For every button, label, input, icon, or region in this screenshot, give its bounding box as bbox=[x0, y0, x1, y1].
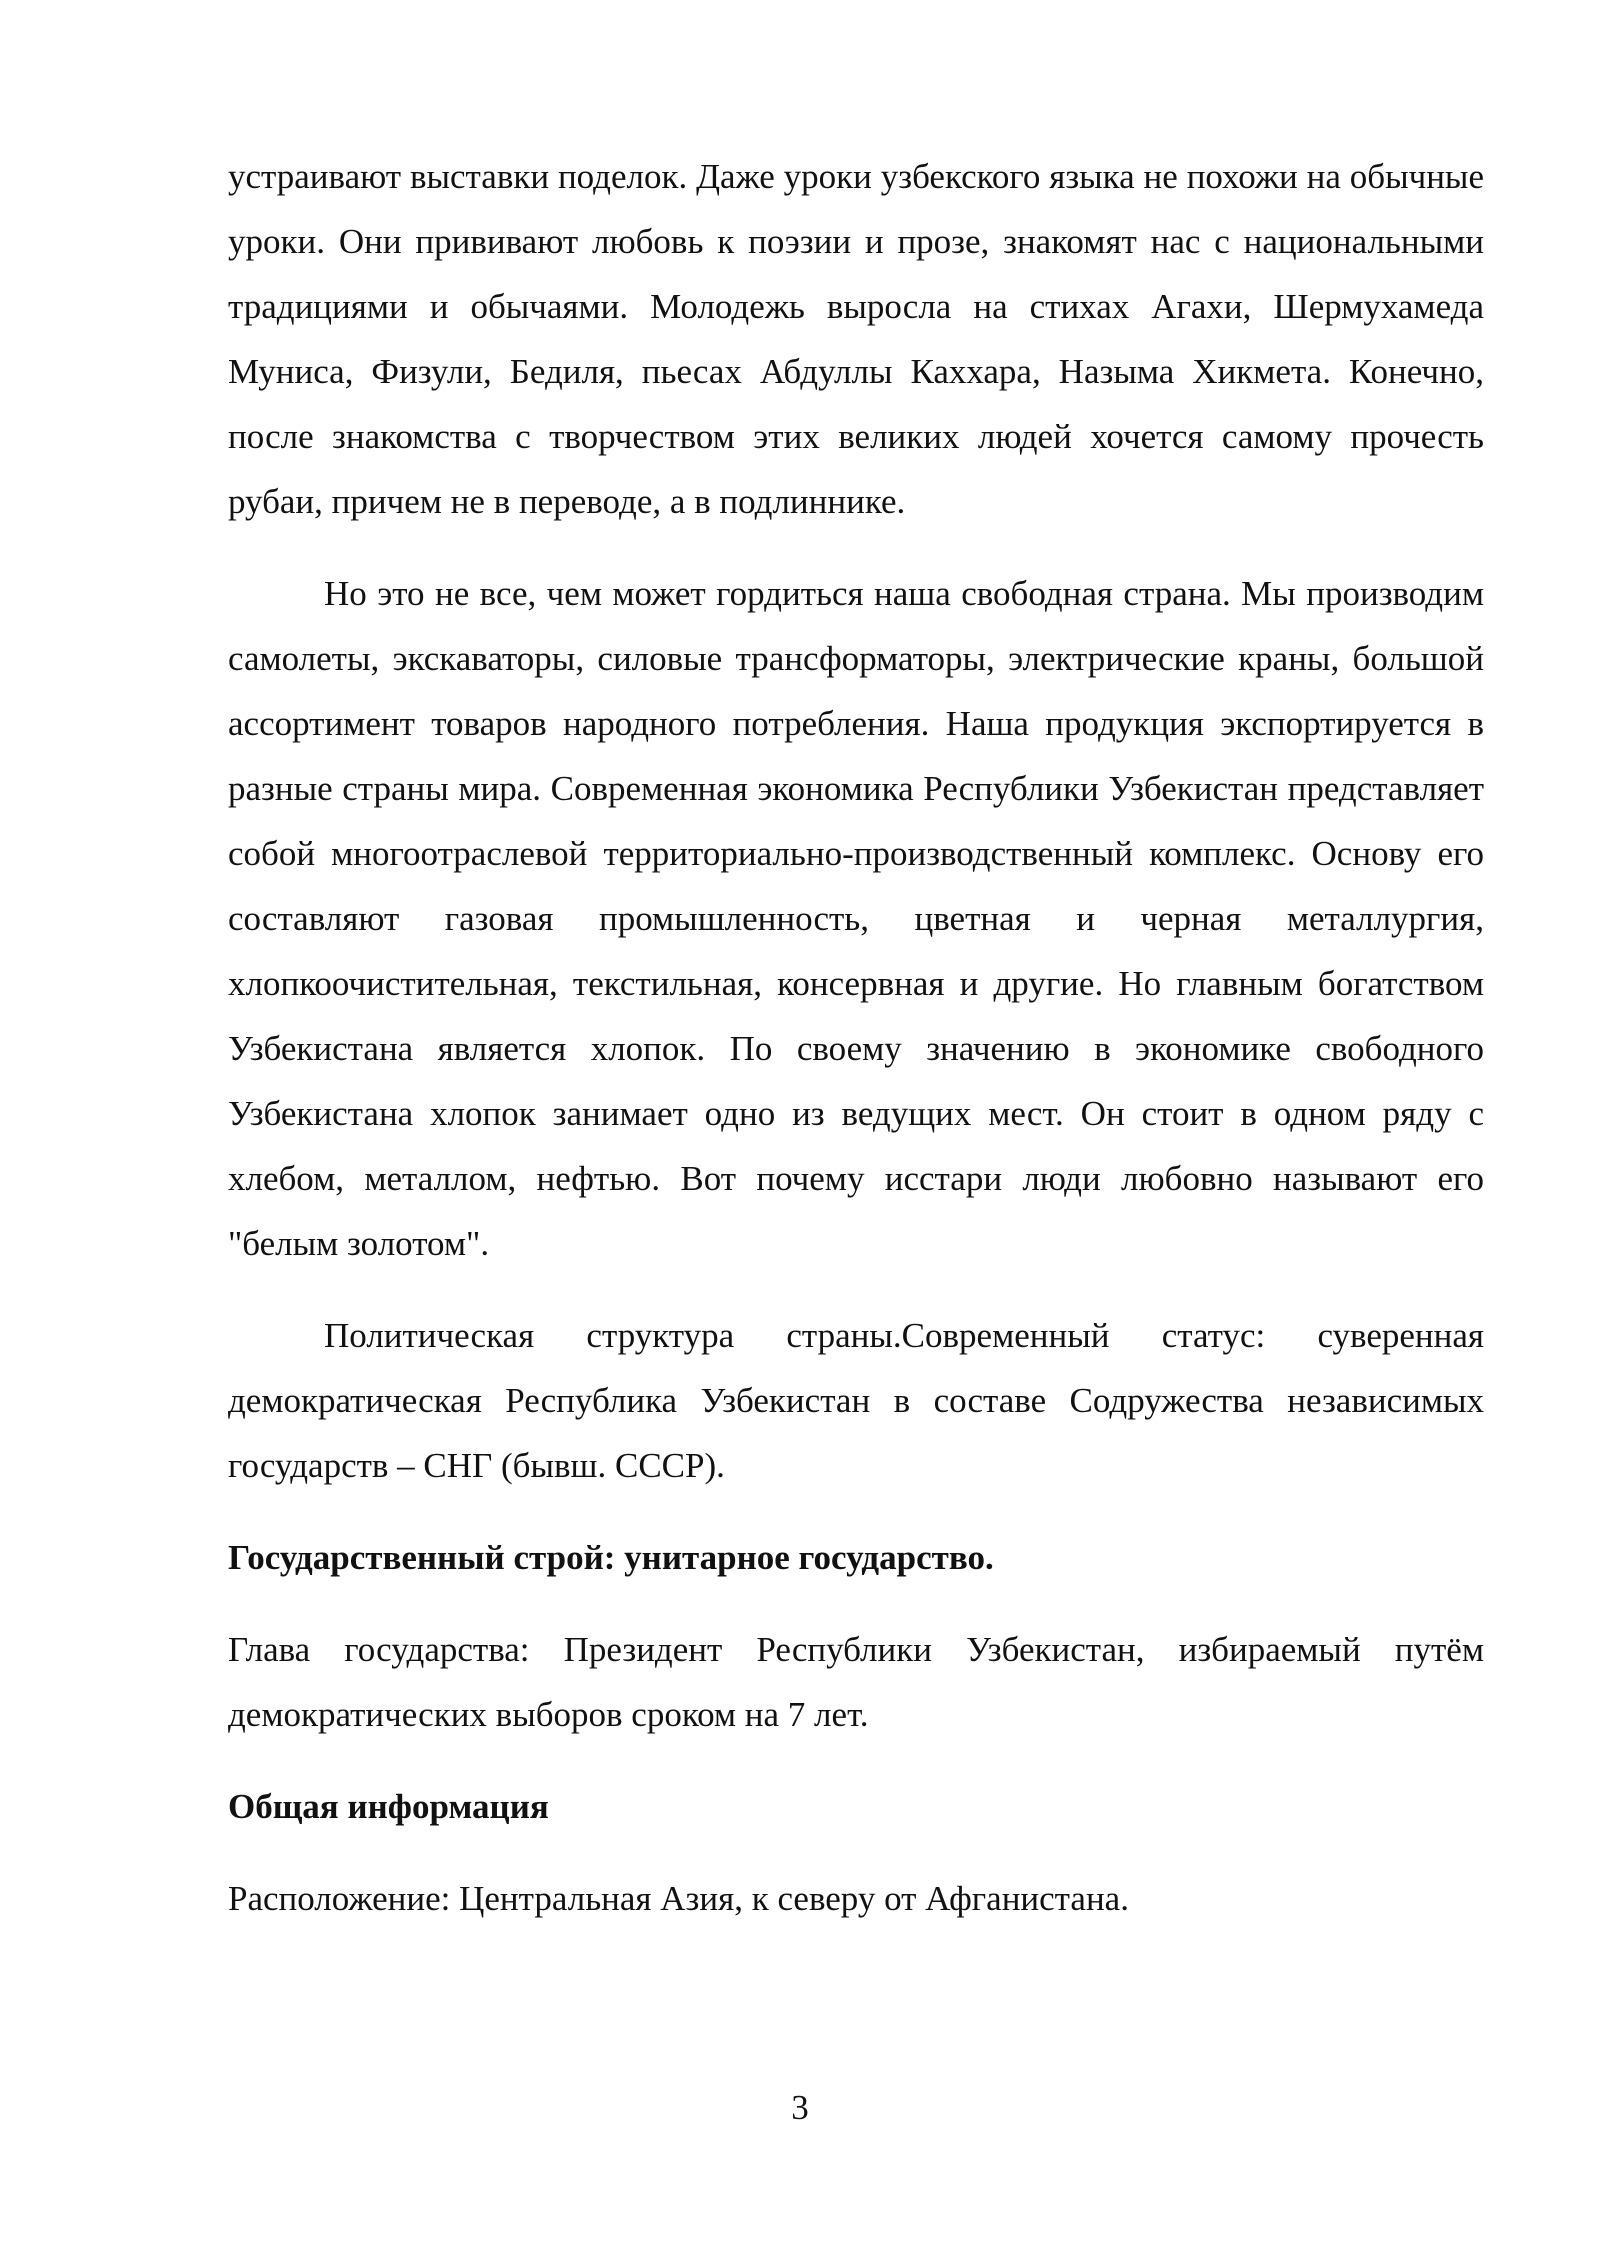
heading-general-information: Общая информация bbox=[228, 1787, 549, 1826]
paragraph-location: Расположение: Центральная Азия, к северу от Афганистана. bbox=[228, 1879, 1129, 1918]
paragraph-economy: Но это не все, чем может гордиться наша свободная страна. Мы производим самолеты, экскаваторы, силовые трансформаторы, электрические краны, большой ассортимент товаров народного потребления. Наша продукция экспортируется в разные страны мира. Современная экономика Республики Узбекистан представляет собой многоотраслевой территориально-производственный комплекс. Основу его составляют газовая промышленность, цветная и черная металлургия, хлопкоочистительная, текстильная, консервная и другие. Но главным богатством Узбекистана является хлопок. По своему значению в экономике свободного Узбекистана хлопок занимает одно из ведущих мест. Он стоит в одном ряду с хлебом, металлом, нефтью. Вот почему исстари люди любовно называют его "белым золотом". bbox=[228, 574, 1484, 1263]
document-body bbox=[228, 144, 1484, 1931]
page-number: 3 bbox=[791, 2088, 809, 2127]
paragraph-head-of-state: Глава государства: Президент Республики Узбекистан, избираемый путём демократических выборов сроком на 7 лет. bbox=[228, 1630, 1484, 1734]
paragraph-political-structure: Политическая структура страны.Современный статус: суверенная демократическая Республика Узбекистан в составе Содружества независимых государств – СНГ (бывш. СССР). bbox=[228, 1316, 1484, 1485]
paragraph-education: устраивают выставки поделок. Даже уроки узбекского языка не похожи на обычные уроки. Они прививают любовь к поэзии и прозе, знакомят нас с национальными традициями и обычаями. Молодежь выросла на стихах Агахи, Шермухамеда Муниса, Физули, Бедиля, пьесах Абдуллы Каххара, Назыма Хикмета. Конечно, после знакомства с творчеством этих великих людей хочется самому прочесть рубаи, причем не в переводе, а в подлиннике. bbox=[228, 157, 1484, 521]
heading-state-system: Государственный строй: унитарное государство. bbox=[228, 1538, 994, 1577]
